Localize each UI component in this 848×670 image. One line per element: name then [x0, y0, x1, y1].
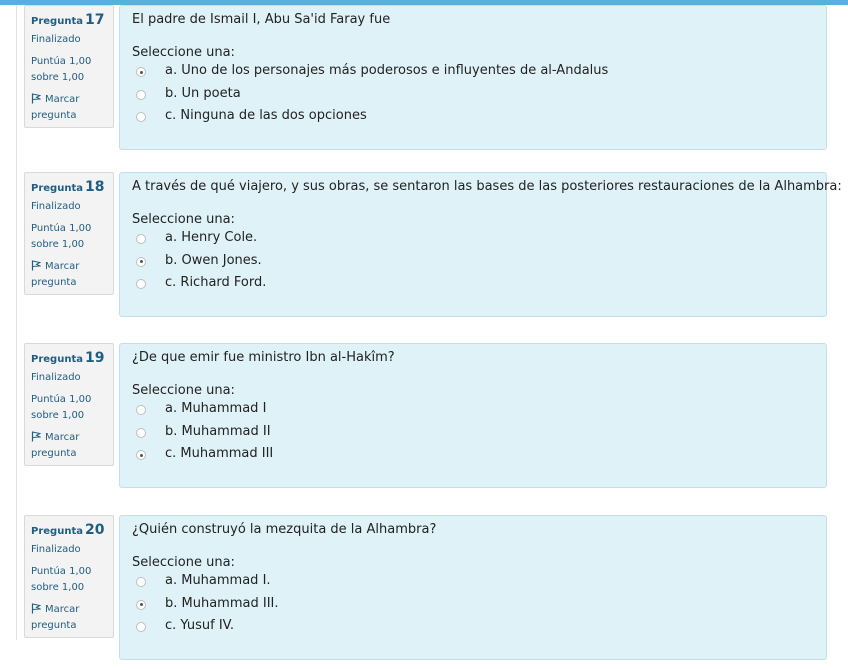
radio-button[interactable] [136, 405, 146, 415]
question-number-value: 17 [84, 12, 105, 28]
radio-button[interactable] [136, 112, 146, 122]
answer-option-b[interactable] [136, 596, 736, 619]
grade-max: sobre 1,00 [31, 582, 85, 593]
grade-value: Puntúa 1,00 [31, 394, 92, 405]
radio-button-checked[interactable] [136, 450, 146, 460]
question-state: Finalizado [31, 201, 81, 212]
question-number [31, 350, 104, 366]
flag-label-line1: Marcar [45, 604, 80, 615]
answer-prompt: Seleccione una: [132, 212, 235, 227]
question-20 [0, 515, 848, 670]
answer-option-b[interactable] [136, 253, 736, 276]
answer-option-b[interactable] [136, 86, 736, 109]
question-content [119, 343, 827, 488]
question-label: Pregunta [31, 526, 83, 537]
question-grade [31, 54, 91, 86]
answer-label: c. Yusuf IV. [165, 618, 235, 633]
answer-list [136, 401, 736, 469]
question-number [31, 522, 104, 538]
answer-label: a. Uno de los personajes más poderosos e influyentes de al-Andalus [165, 63, 609, 78]
grade-max: sobre 1,00 [31, 72, 85, 83]
flag-question-link[interactable] [31, 602, 111, 634]
radio-button[interactable] [136, 279, 146, 289]
question-info-panel [24, 343, 114, 466]
answer-label: a. Muhammad I. [165, 573, 271, 588]
radio-button[interactable] [136, 622, 146, 632]
radio-button[interactable] [136, 90, 146, 100]
question-info-panel [24, 515, 114, 638]
answer-option-a[interactable] [136, 573, 736, 596]
answer-option-a[interactable] [136, 63, 736, 86]
answer-label: c. Muhammad III [165, 446, 274, 461]
radio-button[interactable] [136, 577, 146, 587]
flag-question-link[interactable] [31, 259, 111, 291]
question-content [119, 5, 827, 150]
question-number-value: 20 [84, 522, 105, 538]
radio-button-checked[interactable] [136, 257, 146, 267]
answer-option-a[interactable] [136, 230, 736, 253]
radio-button-checked[interactable] [136, 600, 146, 610]
flag-icon [31, 92, 43, 108]
question-18 [0, 172, 848, 327]
question-content [119, 172, 842, 317]
question-label: Pregunta [31, 354, 83, 365]
grade-value: Puntúa 1,00 [31, 223, 92, 234]
flag-label-line2: pregunta [31, 620, 77, 631]
question-state: Finalizado [31, 34, 81, 45]
radio-button[interactable] [136, 234, 146, 244]
grade-value: Puntúa 1,00 [31, 566, 92, 577]
question-grade [31, 392, 91, 424]
flag-question-link[interactable] [31, 430, 111, 462]
question-number [31, 179, 104, 195]
grade-max: sobre 1,00 [31, 410, 85, 421]
question-number-value: 18 [84, 179, 105, 195]
answer-label: b. Muhammad III. [165, 595, 279, 611]
answer-option-a[interactable] [136, 401, 736, 424]
answer-list [136, 230, 736, 298]
answer-option-c[interactable] [136, 108, 736, 131]
radio-button[interactable] [136, 428, 146, 438]
grade-value: Puntúa 1,00 [31, 56, 92, 67]
flag-label-line2: pregunta [31, 448, 77, 459]
answer-label: c. Ninguna de las dos opciones [165, 108, 367, 123]
flag-label-line1: Marcar [45, 432, 80, 443]
answer-label: a. Henry Cole. [165, 230, 258, 245]
flag-icon [31, 259, 43, 275]
question-text: A través de qué viajero, y sus obras, se sentaron las bases de las posteriores restauraciones de la Alhambra: [132, 179, 842, 194]
answer-label: b. Muhammad II [165, 423, 271, 439]
question-grade [31, 221, 91, 253]
question-text: El padre de Ismail I, Abu Sa'id Faray fue [132, 12, 391, 27]
radio-button-checked[interactable] [136, 67, 146, 77]
flag-label-line2: pregunta [31, 110, 77, 121]
answer-label: b. Owen Jones. [165, 252, 262, 268]
answer-option-b[interactable] [136, 424, 736, 447]
flag-label-line2: pregunta [31, 277, 77, 288]
question-number-value: 19 [84, 350, 105, 366]
answer-option-c[interactable] [136, 275, 736, 298]
question-17 [0, 5, 848, 160]
flag-label-line1: Marcar [45, 94, 80, 105]
answer-option-c[interactable] [136, 446, 736, 469]
answer-label: c. Richard Ford. [165, 275, 267, 290]
flag-icon [31, 602, 43, 618]
answer-list [136, 573, 736, 641]
question-info-panel [24, 172, 114, 295]
answer-label: b. Un poeta [165, 85, 241, 101]
answer-list [136, 63, 736, 131]
question-info-panel [24, 5, 114, 128]
question-state: Finalizado [31, 544, 81, 555]
question-text: ¿Quién construyó la mezquita de la Alhambra? [132, 522, 437, 537]
question-19 [0, 343, 848, 498]
flag-question-link[interactable] [31, 92, 111, 124]
flag-label-line1: Marcar [45, 261, 80, 272]
question-number [31, 12, 104, 28]
question-label: Pregunta [31, 183, 83, 194]
question-label: Pregunta [31, 16, 83, 27]
grade-max: sobre 1,00 [31, 239, 85, 250]
answer-option-c[interactable] [136, 618, 736, 641]
answer-prompt: Seleccione una: [132, 383, 235, 398]
question-content [119, 515, 827, 660]
question-grade [31, 564, 91, 596]
question-state: Finalizado [31, 372, 81, 383]
answer-prompt: Seleccione una: [132, 45, 235, 60]
answer-label: a. Muhammad I [165, 401, 267, 416]
question-text: ¿De que emir fue ministro Ibn al-Hakîm? [132, 350, 395, 365]
answer-prompt: Seleccione una: [132, 555, 235, 570]
flag-icon [31, 430, 43, 446]
